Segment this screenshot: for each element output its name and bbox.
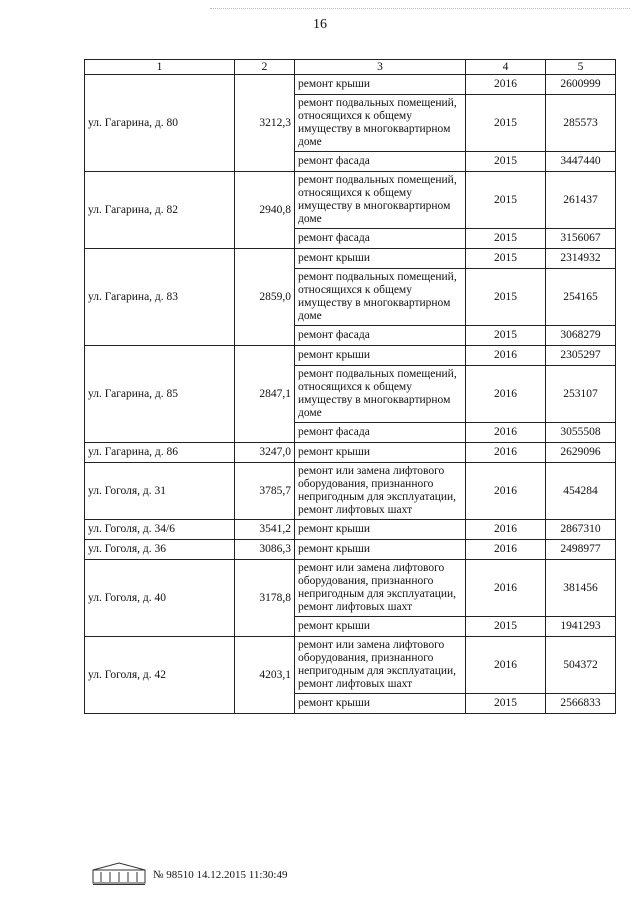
year-cell: 2015 <box>466 152 546 172</box>
year-cell: 2015 <box>466 229 546 249</box>
document-registration-stamp: № 98510 14.12.2015 11:30:49 <box>153 869 288 881</box>
header-cell: 4 <box>466 60 546 75</box>
work-type-cell: ремонт или замена лифтового оборудования, признанного непригодным для эксплуатации, ремонт лифтовых шахт <box>295 637 466 694</box>
cost-cell: 2600999 <box>546 75 616 95</box>
year-cell: 2016 <box>466 560 546 617</box>
header-cell: 5 <box>546 60 616 75</box>
cost-cell: 454284 <box>546 463 616 520</box>
table-row <box>85 172 616 229</box>
work-type-cell: ремонт подвальных помещений, относящихся к общему имуществу в многоквартирном доме <box>295 95 466 152</box>
area-cell: 3178,8 <box>235 560 295 637</box>
year-cell: 2016 <box>466 75 546 95</box>
header-row <box>85 60 616 75</box>
work-type-cell: ремонт крыши <box>295 75 466 95</box>
header-cell: 1 <box>85 60 235 75</box>
year-cell: 2015 <box>466 617 546 637</box>
cost-cell: 285573 <box>546 95 616 152</box>
address-cell: ул. Гагарина, д. 80 <box>85 75 235 172</box>
cost-cell: 504372 <box>546 637 616 694</box>
year-cell: 2016 <box>466 346 546 366</box>
work-type-cell: ремонт крыши <box>295 520 466 540</box>
address-cell: ул. Гоголя, д. 42 <box>85 637 235 714</box>
area-cell: 3541,2 <box>235 520 295 540</box>
cost-cell: 2629096 <box>546 443 616 463</box>
address-cell: ул. Гоголя, д. 40 <box>85 560 235 637</box>
year-cell: 2016 <box>466 520 546 540</box>
work-type-cell: ремонт или замена лифтового оборудования, признанного непригодным для эксплуатации, ремонт лифтовых шахт <box>295 463 466 520</box>
cost-cell: 3156067 <box>546 229 616 249</box>
table-body <box>85 60 616 714</box>
year-cell: 2015 <box>466 269 546 326</box>
cost-cell: 2314932 <box>546 249 616 269</box>
cost-cell: 2305297 <box>546 346 616 366</box>
year-cell: 2016 <box>466 463 546 520</box>
address-cell: ул. Гагарина, д. 83 <box>85 249 235 346</box>
cost-cell: 1941293 <box>546 617 616 637</box>
year-cell: 2015 <box>466 326 546 346</box>
year-cell: 2015 <box>466 172 546 229</box>
work-type-cell: ремонт крыши <box>295 694 466 714</box>
area-cell: 2859,0 <box>235 249 295 346</box>
header-cell: 2 <box>235 60 295 75</box>
repair-table <box>84 59 616 714</box>
work-type-cell: ремонт фасада <box>295 152 466 172</box>
area-cell: 4203,1 <box>235 637 295 714</box>
table-row <box>85 637 616 694</box>
cost-cell: 2867310 <box>546 520 616 540</box>
cost-cell: 3447440 <box>546 152 616 172</box>
table-row <box>85 346 616 366</box>
header-cell: 3 <box>295 60 466 75</box>
year-cell: 2015 <box>466 95 546 152</box>
work-type-cell: ремонт или замена лифтового оборудования, признанного непригодным для эксплуатации, ремонт лифтовых шахт <box>295 560 466 617</box>
cost-cell: 253107 <box>546 366 616 423</box>
work-type-cell: ремонт крыши <box>295 617 466 637</box>
year-cell: 2016 <box>466 443 546 463</box>
cost-cell: 3068279 <box>546 326 616 346</box>
year-cell: 2016 <box>466 366 546 423</box>
cost-cell: 254165 <box>546 269 616 326</box>
address-cell: ул. Гагарина, д. 86 <box>85 443 235 463</box>
work-type-cell: ремонт подвальных помещений, относящихся к общему имуществу в многоквартирном доме <box>295 269 466 326</box>
table-row <box>85 540 616 560</box>
area-cell: 3212,3 <box>235 75 295 172</box>
area-cell: 2847,1 <box>235 346 295 443</box>
year-cell: 2015 <box>466 694 546 714</box>
address-cell: ул. Гоголя, д. 31 <box>85 463 235 520</box>
table-row <box>85 560 616 617</box>
registry-stamp-icon <box>91 862 147 886</box>
cost-cell: 261437 <box>546 172 616 229</box>
table-row <box>85 520 616 540</box>
work-type-cell: ремонт крыши <box>295 249 466 269</box>
address-cell: ул. Гоголя, д. 34/6 <box>85 520 235 540</box>
table-row <box>85 463 616 520</box>
year-cell: 2016 <box>466 637 546 694</box>
table-row <box>85 443 616 463</box>
cost-cell: 3055508 <box>546 423 616 443</box>
area-cell: 2940,8 <box>235 172 295 249</box>
work-type-cell: ремонт фасада <box>295 326 466 346</box>
year-cell: 2016 <box>466 423 546 443</box>
table-row <box>85 75 616 95</box>
work-type-cell: ремонт подвальных помещений, относящихся к общему имуществу в многоквартирном доме <box>295 172 466 229</box>
top-scan-marks <box>210 8 630 11</box>
area-cell: 3247,0 <box>235 443 295 463</box>
year-cell: 2015 <box>466 249 546 269</box>
area-cell: 3785,7 <box>235 463 295 520</box>
area-cell: 3086,3 <box>235 540 295 560</box>
document-footer <box>91 862 431 886</box>
work-type-cell: ремонт крыши <box>295 443 466 463</box>
table-row <box>85 249 616 269</box>
page-number: 16 <box>313 17 327 32</box>
work-type-cell: ремонт крыши <box>295 540 466 560</box>
cost-cell: 2498977 <box>546 540 616 560</box>
cost-cell: 2566833 <box>546 694 616 714</box>
work-type-cell: ремонт фасада <box>295 229 466 249</box>
work-type-cell: ремонт крыши <box>295 346 466 366</box>
cost-cell: 381456 <box>546 560 616 617</box>
address-cell: ул. Гагарина, д. 82 <box>85 172 235 249</box>
year-cell: 2016 <box>466 540 546 560</box>
work-type-cell: ремонт подвальных помещений, относящихся к общему имуществу в многоквартирном доме <box>295 366 466 423</box>
address-cell: ул. Гоголя, д. 36 <box>85 540 235 560</box>
address-cell: ул. Гагарина, д. 85 <box>85 346 235 443</box>
work-type-cell: ремонт фасада <box>295 423 466 443</box>
